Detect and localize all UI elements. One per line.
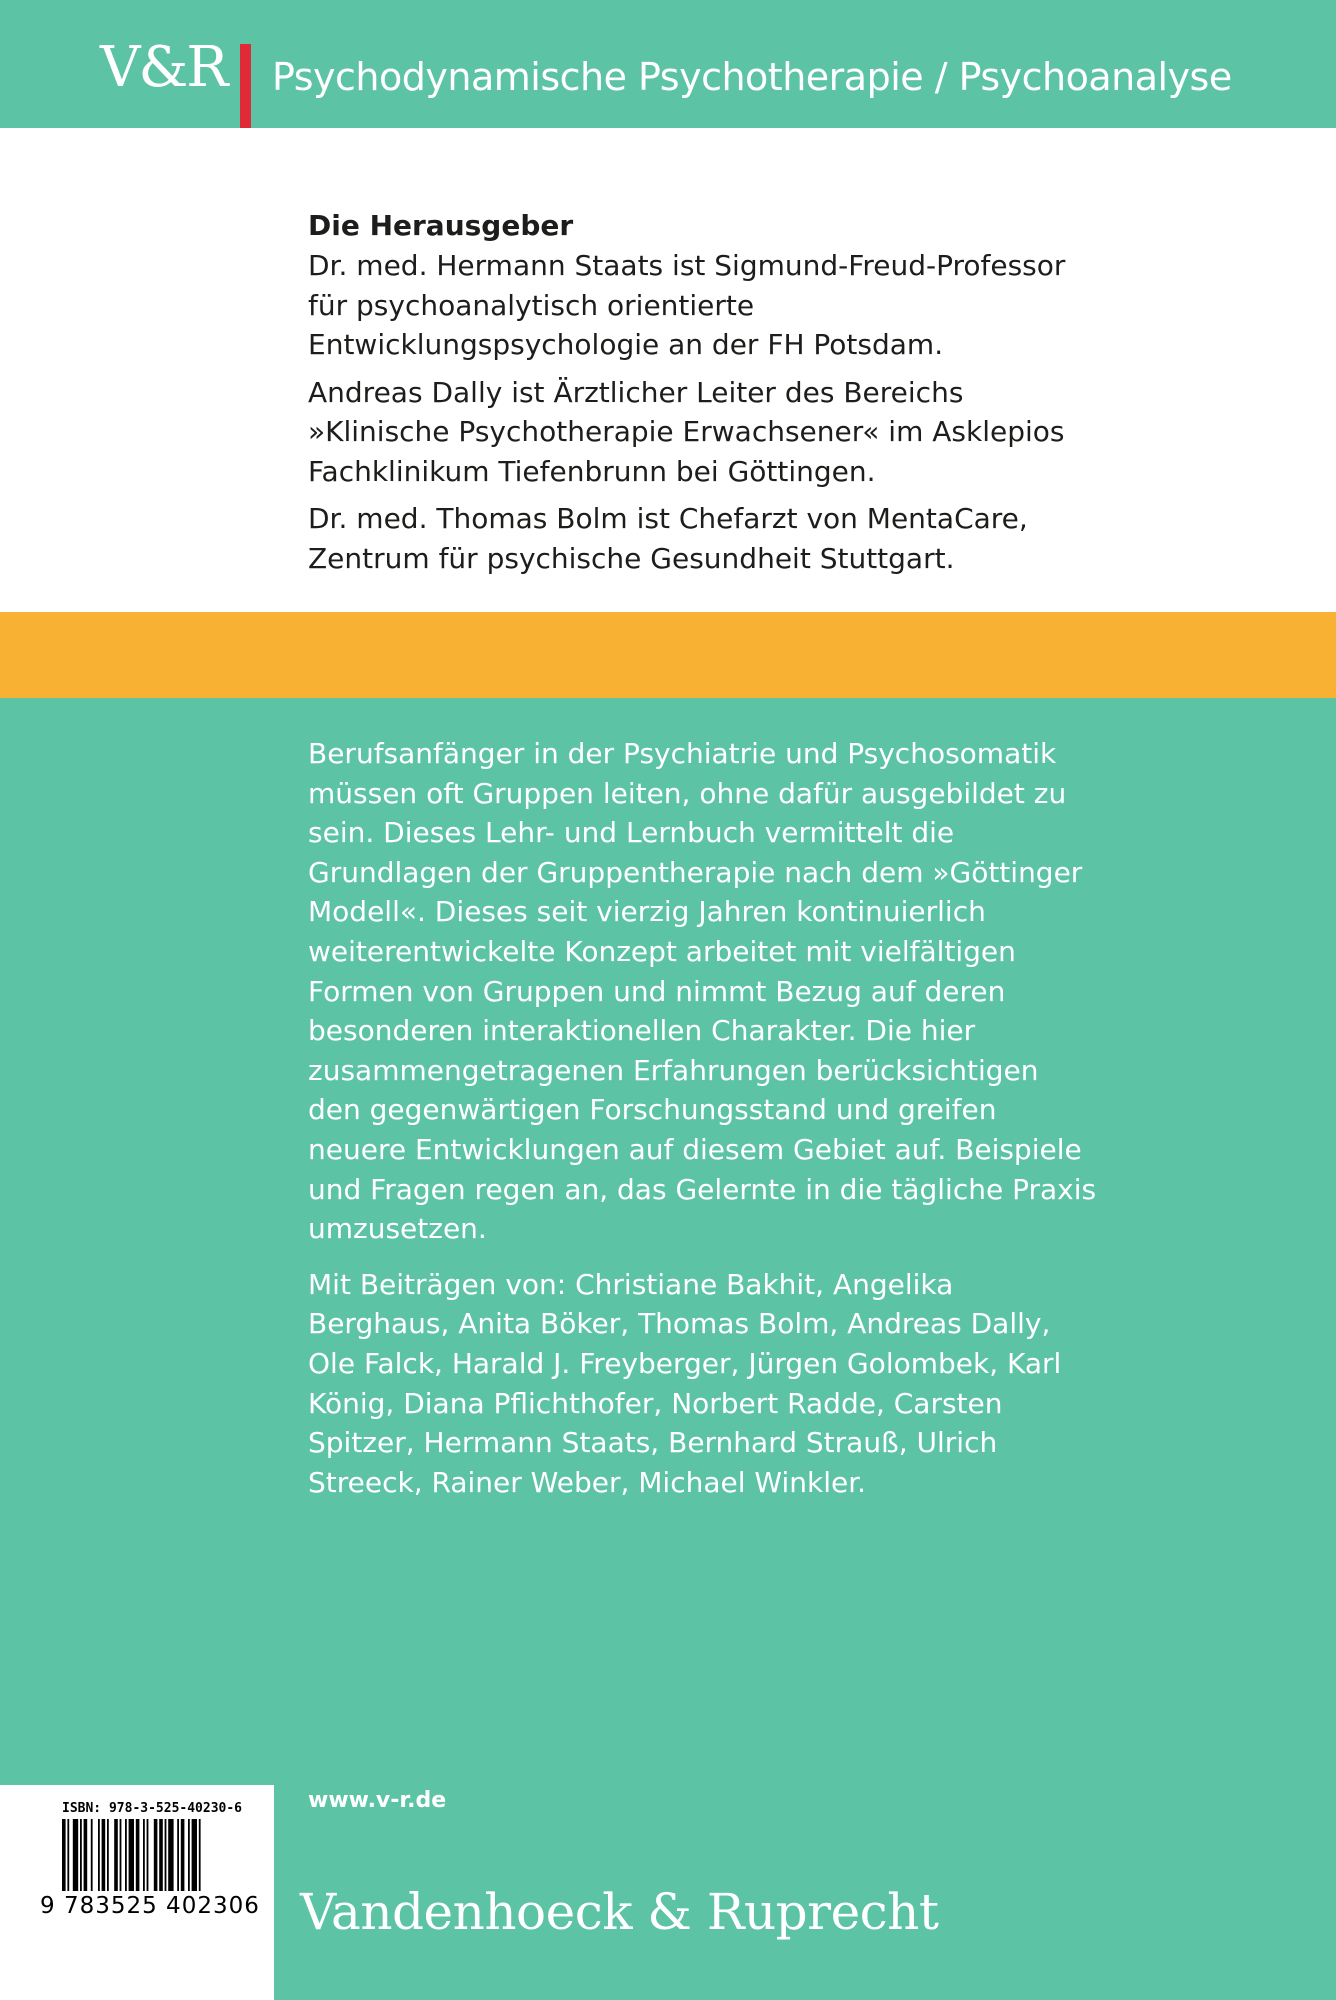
orange-band <box>0 612 1336 698</box>
editor-bio-dally: Andreas Dally ist Ärztlicher Leiter des Bereichs »Klinische Psychotherapie Erwachsener« im Asklepios Fachklinikum Tiefenbrunn bei Göttingen. <box>308 375 1065 488</box>
series-title: Psychodynamische Psychotherapie / Psychoanalyse <box>272 55 1232 99</box>
publisher-name: Vandenhoeck & Ruprecht <box>300 1883 939 1941</box>
isbn-label: ISBN: 978-3-525-40230-6 <box>62 1801 243 1816</box>
website-link[interactable]: www.v-r.de <box>308 1788 447 1813</box>
editors-section <box>0 128 1336 612</box>
barcode-box <box>0 1785 274 2000</box>
editor-bio-bolm: Dr. med. Thomas Bolm ist Chefarzt von MentaCare, Zentrum für psychische Gesundheit Stuttgart. <box>308 502 1028 575</box>
series-header <box>0 0 1336 128</box>
barcode-icon <box>62 1819 248 1891</box>
barcode-digits: 9 783525 402306 <box>40 1893 260 1919</box>
editor-bio-staats: Dr. med. Hermann Staats ist Sigmund-Freud-Professor für psychoanalytisch orientierte Entwicklungspsychologie an der FH Potsdam. <box>308 249 1066 361</box>
editors-heading: Die Herausgeber <box>308 209 574 242</box>
description-paragraph: Berufsanfänger in der Psychiatrie und Psychosomatik müssen oft Gruppen leiten, ohne dafür ausgebildet zu sein. Dieses Lehr- und Lernbuch vermittelt die Grundlagen der Gruppentherapie nach dem »Göttinger Modell«. Dieses seit vierzig Jahren kontinuierlich weiterentwickelte Konzept arbeitet mit vielfältigen Formen von Gruppen und nimmt Bezug auf deren besonderen interaktionellen Charakter. Die hier zusammengetragenen Erfahrungen berücksichtigen den gegenwärtigen Forschungsstand und greifen neuere Entwicklungen auf diesem Gebiet auf. Beispiele und Fragen regen an, das Gelernte in die tägliche Praxis umzusetzen. <box>308 737 1097 1246</box>
publisher-logo: V&R <box>100 35 227 100</box>
book-description <box>308 734 1098 1518</box>
contributors-paragraph: Mit Beiträgen von: Christiane Bakhit, Angelika Berghaus, Anita Böker, Thomas Bolm, Andreas Dally, Ole Falck, Harald J. Freyberger, Jürgen Golombek, Karl König, Diana Pflichthofer, Norbert Radde, Carsten Spitzer, Hermann Staats, Bernhard Strauß, Ulrich Streeck, Rainer Weber, Michael Winkler. <box>308 1267 1062 1499</box>
